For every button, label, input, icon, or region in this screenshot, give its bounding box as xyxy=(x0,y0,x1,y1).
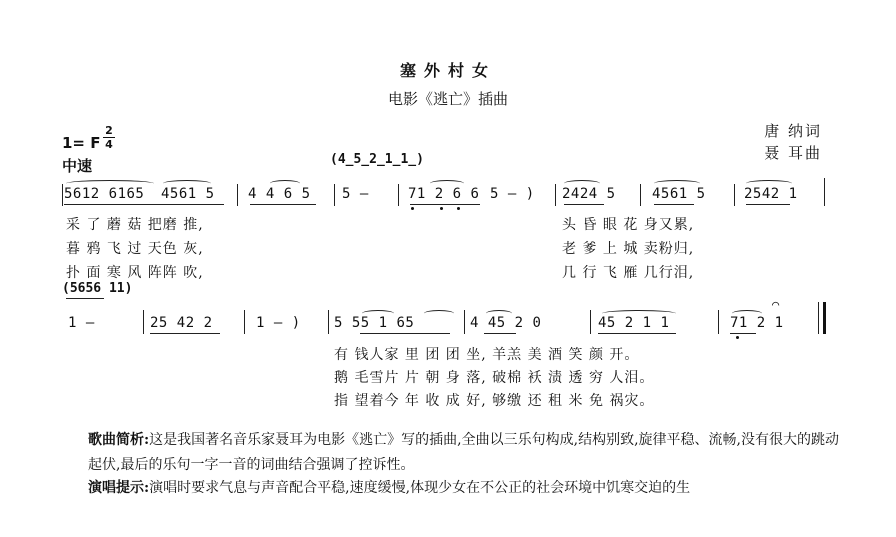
line2-reference: (5656 11) xyxy=(62,281,133,296)
line1-lyric-verse2-b: 老 爹 上 城 卖粉归, xyxy=(562,241,695,257)
line1-measure-7: 2424 5 xyxy=(562,186,616,202)
singing-tips xyxy=(88,476,848,501)
beat-underline xyxy=(598,333,676,334)
low-octave-dot xyxy=(411,207,414,210)
beat-underline xyxy=(150,333,220,334)
line1-lyric-verse2-a: 暮 鸦 飞 过 天色 灰, xyxy=(66,241,204,257)
line1-measure-2: 4561 5 xyxy=(161,186,215,202)
barline xyxy=(62,184,63,206)
beat-underline xyxy=(360,333,450,334)
key-signature: 1= F xyxy=(62,134,101,152)
barline xyxy=(244,310,245,334)
barline xyxy=(398,184,399,206)
barline xyxy=(824,178,825,206)
low-octave-dot xyxy=(736,336,739,339)
singing-tips-text: 演唱时要求气息与声音配合平稳,速度缓慢,体现少女在不公正的社会环境中饥寒交迫的生 xyxy=(149,480,691,496)
barline xyxy=(328,310,329,334)
beat-underline xyxy=(730,333,756,334)
slur xyxy=(486,310,512,317)
tempo-marking: 中速 xyxy=(62,157,93,175)
slur xyxy=(654,180,700,187)
beat-underline xyxy=(410,204,480,205)
low-octave-dot xyxy=(457,207,460,210)
line1-lyric-verse3-b: 几 行 飞 雁 几行泪, xyxy=(562,265,695,281)
line2-measure-4: 5 55 1 65 xyxy=(334,315,415,331)
song-analysis xyxy=(88,428,848,478)
time-signature xyxy=(103,125,115,150)
barline xyxy=(334,184,335,206)
barline xyxy=(555,184,556,206)
line1-measure-5: 71 2 6 6 xyxy=(408,186,480,202)
beat-underline xyxy=(564,204,604,205)
fermata: ⌒ xyxy=(772,297,780,311)
barline xyxy=(718,310,719,334)
slur xyxy=(66,180,154,187)
barline xyxy=(237,184,238,206)
line1-measure-1: 5612 6165 xyxy=(64,186,145,202)
line2-measure-7: 71 2 1 xyxy=(730,315,784,331)
line1-lyric-verse3-a: 扑 面 寒 风 阵阵 吹, xyxy=(66,265,204,281)
slur xyxy=(430,180,464,187)
slur xyxy=(564,180,600,187)
meter-top: 2 xyxy=(105,124,113,137)
beat-underline xyxy=(250,204,316,205)
slur xyxy=(362,310,394,317)
barline xyxy=(464,310,465,334)
song-title: 塞外村女 xyxy=(399,61,496,80)
slur xyxy=(746,180,792,187)
line1-lyric-verse1-a: 采 了 蘑 菇 把磨 推, xyxy=(66,217,204,233)
line1-measure-3: 4 4 6 5 xyxy=(248,186,311,202)
line2-lyric-verse1: 有 钱人家 里 团 团 坐, 羊羔 美 酒 笑 颜 开。 xyxy=(334,347,640,363)
line1-measure-6: 5 – ) xyxy=(490,186,535,202)
line1-measure-4: 5 – xyxy=(342,186,369,202)
lyricist-credit: 唐 纳词 xyxy=(764,122,822,140)
line2-measure-5: 4 45 2 0 xyxy=(470,315,542,331)
line2-lyric-verse3: 指 望着今 年 收 成 好, 够缴 还 租 米 免 祸灾。 xyxy=(334,393,655,409)
line2-measure-3: 1 – ) xyxy=(256,315,301,331)
slur xyxy=(602,310,676,317)
line1-measure-9: 2542 1 xyxy=(744,186,798,202)
singing-tips-label: 演唱提示: xyxy=(88,480,150,496)
line2-measure-2: 25 42 2 xyxy=(150,315,213,331)
beat-underline xyxy=(484,333,516,334)
line2-measure-6: 45 2 1 1 xyxy=(598,315,670,331)
slur xyxy=(163,180,211,187)
low-octave-dot xyxy=(440,207,443,210)
barline xyxy=(143,310,144,334)
slur xyxy=(732,310,762,317)
barline xyxy=(590,310,591,334)
barline xyxy=(734,184,735,206)
barline xyxy=(640,184,641,206)
song-analysis-text: 这是我国著名音乐家聂耳为电影《逃亡》写的插曲,全曲以三乐句构成,结构别致,旋律平稳、流畅,没有很大的跳动起伏,最后的乐句一字一音的词曲结合强调了控诉性。 xyxy=(88,432,839,473)
barline xyxy=(818,302,819,334)
beat-underline xyxy=(654,204,694,205)
beat-underline xyxy=(64,204,224,205)
line1-measure-8: 4561 5 xyxy=(652,186,706,202)
beat-underline xyxy=(746,204,790,205)
composer-credit: 聂 耳曲 xyxy=(764,144,822,162)
line2-lyric-verse2: 鹅 毛雪片 片 朝 身 落, 破棉 袄 渍 透 穷 人泪。 xyxy=(334,370,655,386)
song-subtitle: 电影《逃亡》插曲 xyxy=(387,90,508,108)
song-analysis-label: 歌曲简析: xyxy=(88,432,150,448)
final-barline xyxy=(823,302,826,334)
line1-reference: (4̲5̲2̲1̲1̲) xyxy=(330,152,424,167)
line2-measure-1: 1 – xyxy=(68,315,95,331)
slur xyxy=(424,310,454,317)
line1-lyric-verse1-b: 头 昏 眼 花 身又累, xyxy=(562,217,695,233)
meter-bottom: 4 xyxy=(105,138,113,151)
beat-underline xyxy=(66,298,104,299)
slur xyxy=(270,180,300,187)
